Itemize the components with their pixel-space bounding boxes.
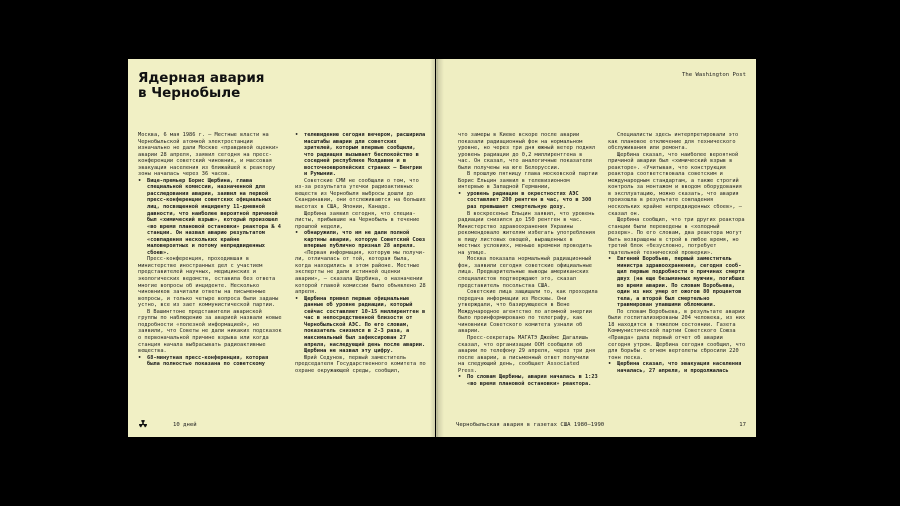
article-paragraph: Юрий Седунов, первый заместитель председателя Государственного комитета по охране окружающей среды, сообщил, — [295, 354, 426, 374]
article-paragraph: Пресс-конференция, проходившая в министерстве иностранных дел с участием представителей научных, медицинских и экологических ведомств, оставила без ответа многие вопросы об инциденте. Несколько чиновников зачитали ответы на письменные вопросы, и только четыре вопроса были заданы устно, все из зает коммунистической партии. — [138, 256, 279, 309]
article-paragraph: Советские СМИ не сообщали о том, что из-за результата утечки радиоактивных веществ из Чернобыля выбросы дошли до Скандинавии, они отслеживаются на больших высотах в США, Японии, Канаде. — [295, 177, 426, 211]
article-paragraph: Москва, 6 мая 1986 г. — Местные власти на Чернобыльской атомной электростанции изначально не дали Москве «правдивой оценки» аварии 28 апреля, заявил сегодня на пресс-конференции советский чиновник, и массовая эвакуация населения из ближайшей к реактору зоны началась через 36 часов. — [138, 132, 279, 178]
article-paragraph: Щербина сказал, что наиболее вероятной причиной аварии был «химический взрыв в реакторе». «Учитывая, что конструкция реактора соответствовала советским и международным стандартам, а также строгий контроль за монтажом и вводом оборудования в эксплуатацию, можно сказать, что авария произошла в результате совпадения нескольких крайне непредвиденных сбоев», — сказал он. — [608, 151, 742, 217]
right-column-1 — [458, 132, 598, 387]
right-column-2 — [608, 132, 746, 374]
pull-quote-paragraph: • Щербина привел первые официальные данные об уровне радиации, который сейчас составляет 10-15 миллирентген в час в непосредственной близости от Чернобыльской АЭС. По его словам, показатель снизился в 2-3 раза, а максимальный был зафиксирован 27 апреля, наследующий день после аварии. Щербина не назвал эту цифру. — [295, 296, 428, 355]
radiation-icon — [138, 419, 148, 429]
article-paragraph: Щербина заявил сегодня, что специалисты, прибывшие на Чернобыль в течение прошлой недели, — [295, 210, 420, 230]
pull-quote-paragraph: • 68-минутная пресс-конференция, которая была полностью показана по советскому — [138, 355, 284, 368]
article-paragraph: В прошлую пятницу глава московской партии Борис Ельцин заявил в телевизионном интервью в Западной Германии, — [458, 171, 598, 191]
article-paragraph: что замеры в Киеве вскоре после аварии показали радиационный фон на нормальном уровне, но через три дня южный ветер поднял уровень радиации до 0,2 миллирентгена в час. Он сказал, что аналогичные показатели были получены на юге Белоруссии. — [458, 132, 596, 171]
left-column-2 — [295, 132, 428, 374]
left-page — [128, 59, 435, 437]
pull-quote-paragraph: • обнаружили, что им не дали полной картины аварии, которую Советский Союз впервые публично признал 28 апреля. — [295, 230, 428, 250]
book-gutter — [430, 59, 444, 437]
pull-quote-paragraph: • уровень радиации в окрестностях АЭС составляет 200 рентген в час, что в 300 раз превышает смертельную дозу. — [458, 191, 598, 211]
article-paragraph: Советские лица защищали то, как проходила передача информации из Москвы. Они утверждали, что базирующееся в Вене Международное агентство по атомной энергии было проинформировано по телеграфу, как чиновники Советского комитета узнали об аварии. — [458, 289, 598, 335]
page-footer-left: 10 дней — [173, 422, 197, 428]
right-page — [436, 59, 756, 437]
publisher-name: The Washington Post — [682, 72, 746, 78]
pull-quote-paragraph: • телевидению сегодня вечером, расширила масштабы аварии для советских зрителей, которым впервые сообщили, что радиация вызывает беспокойство в соседней республике Молдавии и в восточноевропейских странах — Венгрии и Румынии. — [295, 132, 428, 178]
page-footer-title: Чернобыльская авария в газетах США 1980–1990 — [456, 422, 605, 428]
pull-quote-paragraph: • Вице-премьер Борис Щербина, глава специальной комиссии, назначенной для расследования аварии, заявил на первой пресс-конференции советских официальных лиц, посвященной инциденту 11-дневной давности, что наиболее вероятной причиной был «химический взрыв», который произошел «во время плановой остановки» реактора № 4 станции. Он назвал аварию результатом «совпадения нескольких крайне маловероятных и потому непредвиденных сбоев». — [138, 178, 284, 257]
article-paragraph: По словам Воробьева, в результате аварии были госпитализированы 204 человека, из них 18 находятся в тяжелом состоянии. Газета Коммунистической партии Советского Союза «Правда» дала первый отчет об аварии сегодня утром. Щербина сегодня сообщил, что для борьбы с огнем вертолеты сбросили 220 тонн песка. — [608, 308, 746, 361]
left-column-1 — [138, 132, 284, 368]
pull-quote-paragraph: • По словам Щербины, авария началась в 1:23 «во время плановой остановки» реактора. — [458, 374, 598, 387]
article-paragraph: Специалисты здесь интерпретировали это как плановое отключение для технического обслуживания или ремонта. — [608, 132, 739, 152]
article-paragraph: В воскресенье Ельцин заявил, что уровень радиации снизился до 150 рентген в час. Министерство здравоохранения Украины рекомендовало жителям избегать употребления в пищу листовых овощей, выращенных в местных условиях, меньше времени проводить на улице. — [458, 210, 596, 256]
article-paragraph: Москва показала нормальный радиационный фон, заявили сегодня советские официальные лица. Предварительные выводы американских специалистов подтверждают это, сказал представитель посольства США. — [458, 256, 592, 289]
article-title: Ядерная авария в Чернобыле — [138, 70, 265, 101]
article-paragraph: В Вашингтоне представители авариской группы по наблюдению за аварией назвали новые подробности «полезной информацией», но заявили, что Советы не дали никаких подсказок о первоначальной причине взрыва или когда станция начала выбрасывать радиоактивные вещества. — [138, 308, 282, 355]
pull-quote-paragraph: • Евгений Воробьев, первый заместитель министра здравоохранения, сегодня сообщил первые подробности о причинах смерти двух (на еще безымянных мужчин, погибших во время аварии. По словам Воробьева, один из них умер от ожогов 80 процентов тела, а второй был смертельно травмирован упавшими обломками. — [608, 256, 746, 308]
article-paragraph: Пресс-секретарь МАГАТЭ Джеймс Дагалишь сказал, что организации ООН сообщили об аварии по телефону 29 апреля, через три дня после аварии, а письменный ответ получили на следующий день, сообщает Associated Press. — [458, 334, 596, 374]
page-number: 17 — [739, 422, 746, 428]
article-paragraph: «Первая информация, которую мы получили, отличалась от той, которая была, когда находились в этом районе. Местные экспертты не дали истинной оценки аварии», — сказала Щербина, о назначении которой главой комиссии было объявлено 28 апреля. — [295, 249, 426, 296]
pull-quote-paragraph: • Щербина сказал, что эвакуация населения началась, 27 апреля, и продолжалась — [608, 361, 746, 374]
article-paragraph: Щербина сообщил, что три других реактора станции были переведены в «холодный резерв». По его словам, два реактора могут быть возвращены в строй в любое время, но третий блок «безусловно, потребует тщательной технической проверки». — [608, 217, 745, 256]
